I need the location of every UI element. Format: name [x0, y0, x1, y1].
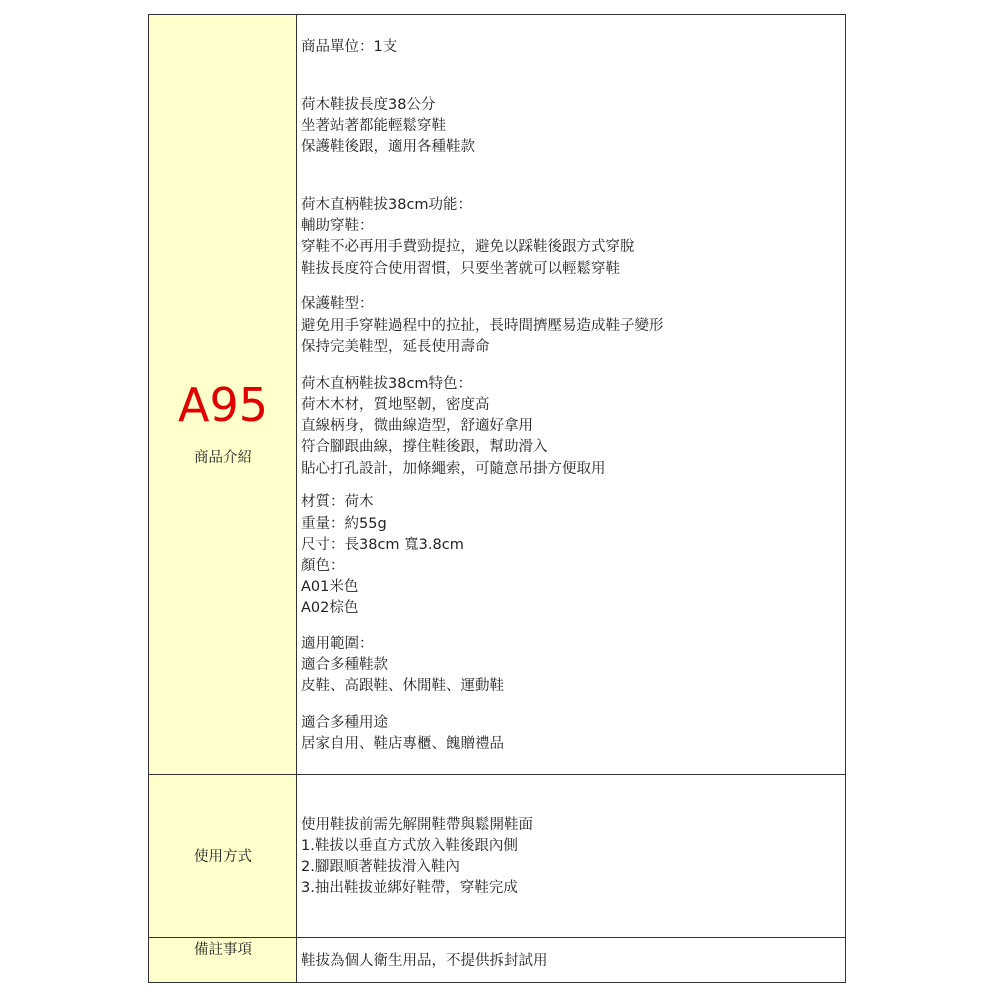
product-spec-table	[148, 14, 846, 983]
usage-label: 使用方式	[194, 849, 252, 865]
intro-line: 保護鞋後跟，適用各種鞋款	[301, 139, 475, 155]
intro-line: 坐著站著都能輕鬆穿鞋	[301, 118, 446, 134]
intro-line: 適用範圍：	[301, 636, 374, 652]
usage-line: 2.腳跟順著鞋拔滑入鞋內	[301, 859, 460, 875]
intro-line: 直線柄身，微曲線造型，舒適好拿用	[301, 418, 533, 434]
intro-line: 穿鞋不必再用手費勁提拉，避免以踩鞋後跟方式穿脫	[301, 239, 635, 255]
label-cell-notes	[149, 938, 297, 982]
label-cell-usage	[149, 775, 297, 937]
intro-line: 保護鞋型：	[301, 296, 374, 312]
intro-line: 貼心打孔設計，加條繩索，可隨意吊掛方便取用	[301, 461, 606, 477]
intro-line: 適合多種用途	[301, 715, 388, 731]
intro-line: 顏色：	[301, 558, 345, 574]
notes-line: 鞋拔為個人衛生用品，不提供拆封試用	[301, 953, 548, 969]
intro-line: 荷木直柄鞋拔38cm功能：	[301, 197, 473, 213]
intro-line: 適合多種鞋款	[301, 657, 388, 673]
intro-line: 荷木直柄鞋拔38cm特色：	[301, 376, 473, 392]
intro-line: 居家自用、鞋店專櫃、餽贈禮品	[301, 736, 504, 752]
notes-label: 備註事項	[194, 942, 252, 958]
intro-line: 商品單位：1支	[301, 39, 398, 55]
row-usage	[149, 775, 845, 938]
content-cell-intro	[297, 15, 845, 774]
intro-line: 鞋拔長度符合使用習慣，只要坐著就可以輕鬆穿鞋	[301, 261, 620, 277]
row-notes	[149, 938, 845, 982]
intro-line: 符合腳跟曲線，撐住鞋後跟，幫助滑入	[301, 439, 548, 455]
intro-line: 輔助穿鞋：	[301, 218, 374, 234]
usage-line: 1.鞋拔以垂直方式放入鞋後跟內側	[301, 838, 518, 854]
intro-label: 商品介紹	[194, 450, 252, 466]
intro-line: 皮鞋、高跟鞋、休閒鞋、運動鞋	[301, 678, 504, 694]
intro-line: 荷木鞋拔長度38公分	[301, 97, 436, 113]
intro-line: 重量：約55g	[301, 516, 387, 532]
usage-line: 使用鞋拔前需先解開鞋帶與鬆開鞋面	[301, 817, 533, 833]
usage-line: 3.抽出鞋拔並綁好鞋帶，穿鞋完成	[301, 880, 518, 896]
label-cell-intro	[149, 15, 297, 774]
intro-line: 尺寸：長38cm 寬3.8cm	[301, 537, 464, 553]
content-cell-usage	[297, 775, 845, 937]
intro-line: 荷木木材，質地堅韌，密度高	[301, 397, 490, 413]
intro-line: 避免用手穿鞋過程中的拉扯，長時間擠壓易造成鞋子變形	[301, 318, 664, 334]
row-intro	[149, 15, 845, 775]
intro-line: A02棕色	[301, 600, 359, 616]
intro-line: 保持完美鞋型，延長使用壽命	[301, 339, 490, 355]
content-cell-notes	[297, 938, 845, 982]
intro-line: 材質：荷木	[301, 494, 374, 510]
product-code: A95	[177, 378, 268, 432]
intro-line: A01米色	[301, 579, 359, 595]
